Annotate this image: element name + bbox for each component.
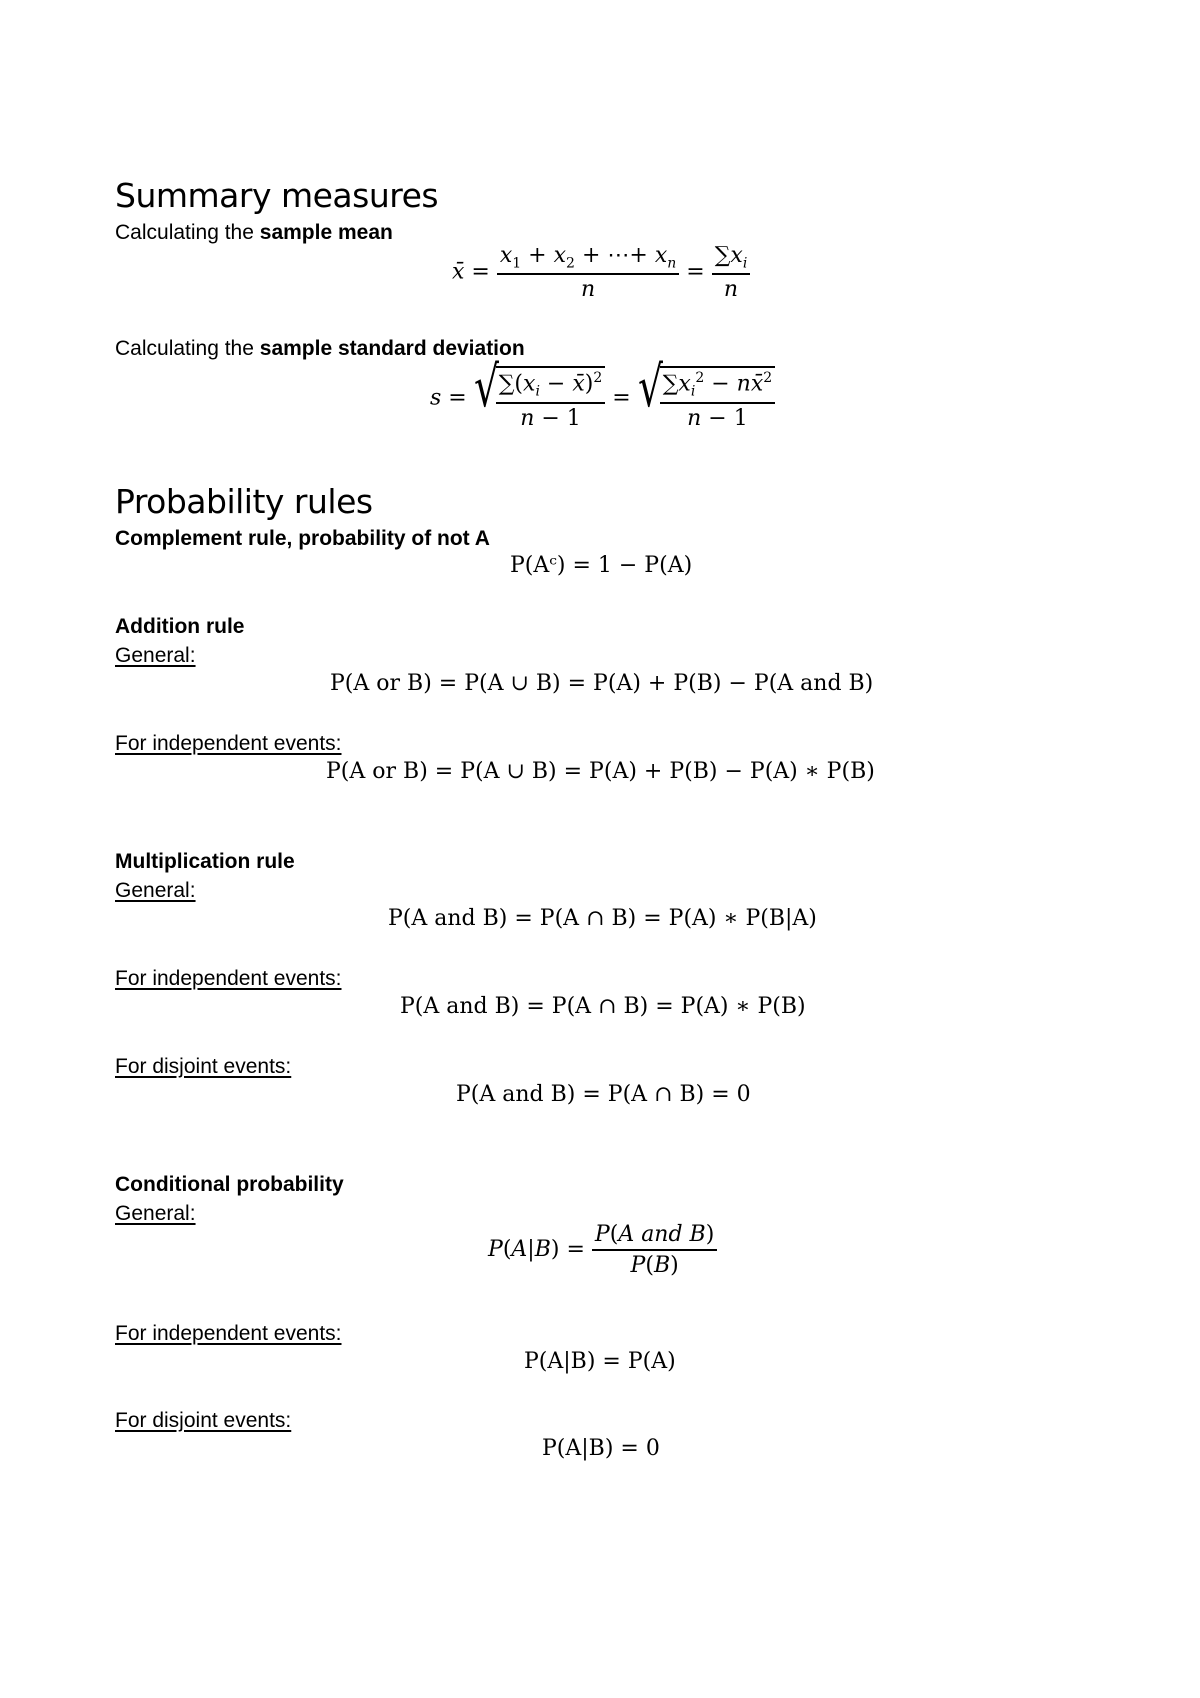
multiplication-disjoint-formula: P(A and B) = P(A ∩ B) = 0 bbox=[456, 1082, 751, 1107]
multiplication-general-label: General: bbox=[115, 879, 196, 902]
multiplication-general-formula: P(A and B) = P(A ∩ B) = P(A) ∗ P(B|A) bbox=[388, 906, 817, 931]
section-title-summary: Summary measures bbox=[115, 176, 439, 215]
multiplication-rule-label: Multiplication rule bbox=[115, 850, 295, 873]
sample-mean-formula: x̄ = $\frac{x_1 + x_2 + \cdots+ x_n}{n}$ = $\frac{\sum x_i}{n}$ bbox=[452, 243, 750, 302]
conditional-probability-label: Conditional probability bbox=[115, 1173, 344, 1196]
sample-sd-formula: s = √ $\frac{\sum(x_i - x̄)^2}{n - 1}$ = √ $\frac{\sum x_i^2 - nx̄^2}{n - 1}$ bbox=[430, 366, 775, 431]
sample-sd-label: Calculating the sample standard deviation bbox=[115, 337, 525, 360]
complement-formula: P(Aᶜ) = 1 − P(A) bbox=[510, 553, 693, 578]
conditional-independent-label: For independent events: bbox=[115, 1322, 342, 1345]
multiplication-independent-label: For independent events: bbox=[115, 967, 342, 990]
conditional-disjoint-formula: P(A|B) = 0 bbox=[542, 1436, 660, 1461]
addition-rule-label: Addition rule bbox=[115, 615, 245, 638]
multiplication-independent-formula: P(A and B) = P(A ∩ B) = P(A) ∗ P(B) bbox=[400, 994, 806, 1019]
multiplication-disjoint-label: For disjoint events: bbox=[115, 1055, 292, 1078]
addition-independent-label: For independent events: bbox=[115, 732, 342, 755]
addition-independent-formula: P(A or B) = P(A ∪ B) = P(A) + P(B) − P(A) ∗ P(B) bbox=[326, 759, 875, 784]
conditional-general-formula: P(A|B) = $\frac{\text{P(A and B)}}{P(B)}$ bbox=[488, 1222, 717, 1278]
addition-general-formula: P(A or B) = P(A ∪ B) = P(A) + P(B) − P(A and B) bbox=[330, 671, 874, 696]
addition-general-label: General: bbox=[115, 644, 196, 667]
conditional-independent-formula: P(A|B) = P(A) bbox=[524, 1349, 676, 1374]
conditional-general-label: General: bbox=[115, 1202, 196, 1225]
sample-mean-label: Calculating the sample mean bbox=[115, 221, 393, 244]
section-title-probability: Probability rules bbox=[115, 482, 373, 521]
complement-rule-label: Complement rule, probability of not A bbox=[115, 527, 490, 550]
conditional-disjoint-label: For disjoint events: bbox=[115, 1409, 292, 1432]
